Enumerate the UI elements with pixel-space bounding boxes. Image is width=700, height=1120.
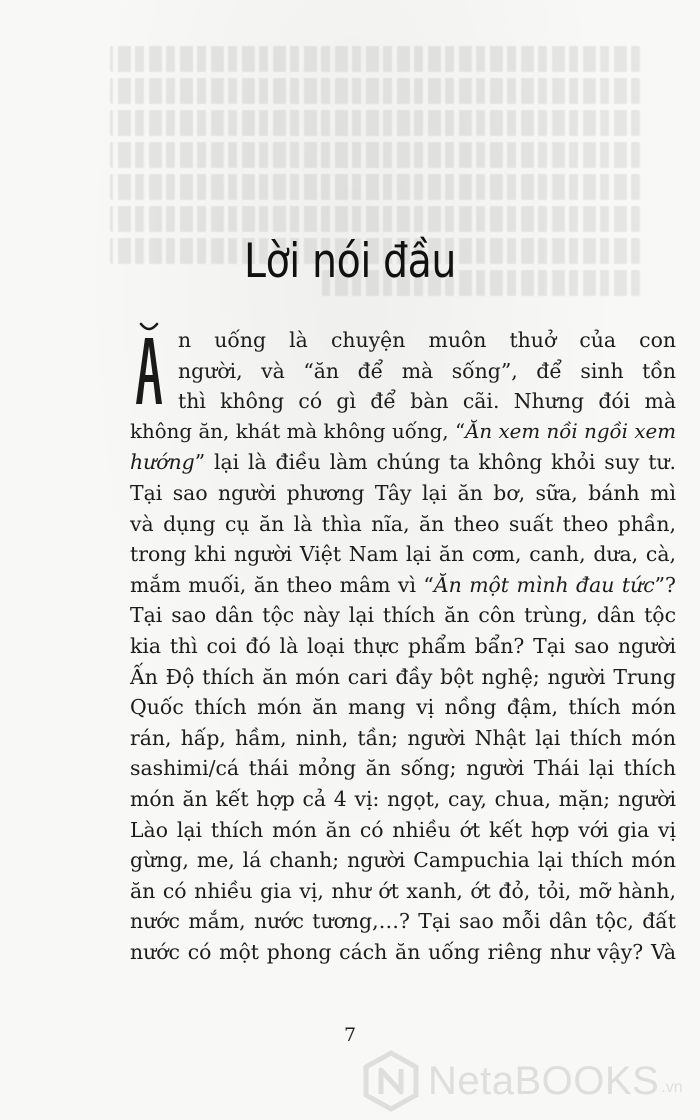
netabooks-watermark bbox=[362, 1046, 692, 1116]
text-line-content: gừng, me, lá chanh; người Campuchia lại thích món bbox=[130, 848, 676, 873]
text-line-content: thì không có gì để bàn cãi. Nhưng đói mà bbox=[178, 389, 676, 414]
text-line-content: kia thì coi đó là loại thực phẩm bẩn? Tại sao người bbox=[130, 634, 676, 658]
drop-cap bbox=[134, 322, 164, 406]
text-line-plain: không ăn, khát mà không uống, “ bbox=[130, 419, 466, 443]
text-line bbox=[130, 631, 676, 661]
text-line-content: nước mắm, nước tương,…? Tại sao mỗi dân tộc, đất bbox=[130, 909, 676, 934]
text-line bbox=[130, 662, 676, 692]
netabooks-logo-icon bbox=[362, 1050, 420, 1112]
text-line bbox=[178, 386, 676, 416]
text-line bbox=[130, 723, 676, 753]
watermark-suffix: .vn bbox=[661, 1079, 683, 1096]
text-line-content: ăn có nhiều gia vị, như ớt xanh, ớt đỏ, tỏi, mỡ hành, bbox=[130, 878, 676, 903]
text-line bbox=[178, 325, 676, 355]
text-line bbox=[130, 509, 676, 539]
text-line bbox=[130, 692, 676, 722]
text-line-content: người, và “ăn để mà sống”, để sinh tồn bbox=[178, 358, 676, 383]
text-line bbox=[130, 784, 676, 814]
page-number: 7 bbox=[343, 1024, 357, 1046]
text-line-plain: mắm muối, ăn theo mâm vì “ bbox=[130, 572, 434, 597]
watermark-brand: NetaBOOKS bbox=[428, 1058, 660, 1103]
text-line bbox=[130, 570, 676, 600]
drop-cap-letter-icon bbox=[134, 322, 164, 406]
quoted-proverb: hướng bbox=[130, 450, 195, 475]
chapter-title: Lời nói đầu bbox=[243, 234, 457, 289]
text-line bbox=[130, 815, 676, 845]
text-line bbox=[178, 356, 676, 386]
text-line-content: Quốc thích món ăn mang vị nồng đậm, thích món bbox=[130, 695, 676, 720]
text-line-content: rán, hấp, hầm, ninh, tần; người Nhật lại thích món bbox=[130, 725, 676, 750]
text-line-content: và dụng cụ ăn là thìa nĩa, ăn theo suất theo phần, bbox=[130, 511, 676, 536]
text-line-content: Tại sao dân tộc này lại thích ăn côn trùng, dân tộc bbox=[130, 603, 676, 628]
text-line bbox=[130, 478, 676, 508]
text-line bbox=[130, 876, 676, 906]
text-line bbox=[130, 906, 676, 936]
text-line-content: món ăn kết hợp cả 4 vị: ngọt, cay, chua, mặn; người bbox=[130, 787, 676, 811]
quoted-proverb: Ăn một mình đau tức bbox=[433, 572, 655, 597]
text-line bbox=[130, 539, 676, 569]
text-line bbox=[130, 447, 676, 477]
text-line-content: sashimi/cá thái mỏng ăn sống; người Thái lại thích bbox=[130, 756, 676, 781]
text-line bbox=[130, 417, 676, 447]
text-line bbox=[130, 845, 676, 875]
quoted-proverb: Ăn xem nồi ngồi xem bbox=[465, 419, 676, 443]
text-line bbox=[130, 753, 676, 783]
text-line-content: n uống là chuyện muôn thuở của con bbox=[178, 328, 676, 352]
text-line-plain: ” lại là điều làm chúng ta không khỏi suy tư. bbox=[194, 450, 676, 475]
text-line-content: Lào lại thích món ăn có nhiều ớt kết hợp với gia vị bbox=[130, 817, 676, 842]
text-line-content: Tại sao người phương Tây lại ăn bơ, sữa, bánh mì bbox=[130, 481, 676, 505]
text-line bbox=[130, 600, 676, 630]
text-line bbox=[130, 937, 676, 967]
text-line-plain: ”? bbox=[654, 572, 676, 597]
text-line-content: nước có một phong cách ăn uống riêng như vậy? Và bbox=[130, 940, 676, 964]
text-line-content: trong khi người Việt Nam lại ăn cơm, canh, dưa, cà, bbox=[130, 542, 676, 567]
text-line-content: Ấn Độ thích ăn món cari đầy bột nghệ; người Trung bbox=[130, 664, 676, 689]
